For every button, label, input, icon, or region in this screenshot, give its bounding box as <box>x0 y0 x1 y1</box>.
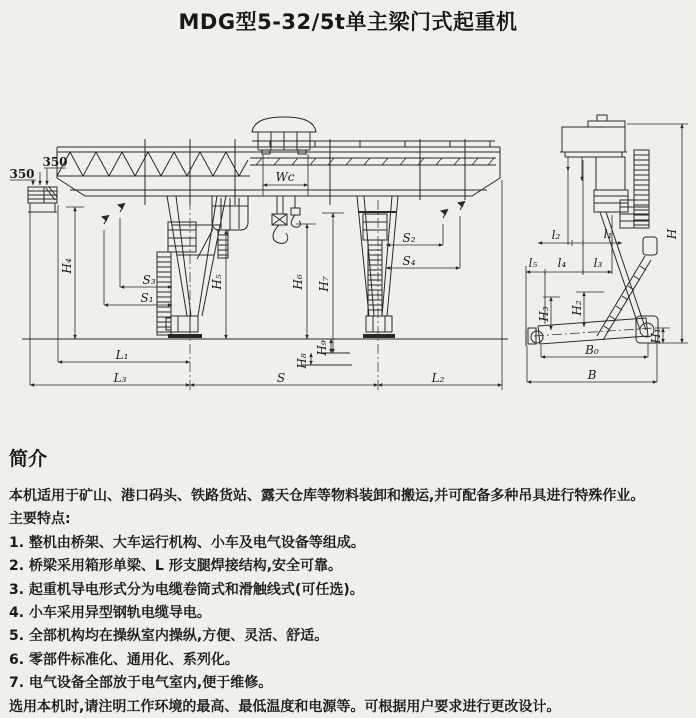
feature-item: 3. 起重机导电形式分为电缆卷筒式和滑触线式(可任选)。 <box>9 581 364 598</box>
dim-label-h5: H₅ <box>210 274 224 290</box>
dim-label-l3: L₃ <box>113 371 127 385</box>
page-title: MDG型5-32/5t单主梁门式起重机 <box>178 10 518 34</box>
dim-label-s: S <box>276 371 286 385</box>
dim-label-h3: H₃ <box>537 306 551 322</box>
dim-label-h8: H₈ <box>295 353 309 369</box>
dim-label-h9: H₉ <box>315 340 329 356</box>
dim-label-h: H <box>665 228 679 240</box>
front-right-leg <box>357 196 398 390</box>
front-ground-line <box>22 339 508 365</box>
dim-label-h6: H₆ <box>291 274 305 290</box>
intro-note: 选用本机时,请注明工作环境的最高、最低温度和电源等。可根据用户要求进行更改设计。 <box>9 698 561 715</box>
dim-label-h2: H₂ <box>570 300 584 316</box>
side-view <box>526 115 688 382</box>
dim-label-h4: H₄ <box>60 258 74 274</box>
feature-item: 4. 小车采用异型钢轨电缆导电。 <box>9 605 211 622</box>
front-hook <box>272 196 300 243</box>
intro-heading: 简介 <box>9 448 48 470</box>
dim-label-b: B <box>587 368 597 382</box>
front-left-leg <box>157 196 226 390</box>
feature-item: 5. 全部机构均在操纵室内操纵,方便、灵活、舒适。 <box>9 628 329 645</box>
dim-label-350-right: 350 <box>42 155 68 169</box>
dim-label-wc: Wc <box>275 170 295 184</box>
feature-item: 1. 整机由桥架、大车运行机构、小车及电气设备等组成。 <box>9 534 365 551</box>
dim-label-sv-l5: l₅ <box>528 256 538 270</box>
dim-label-b0: B₀ <box>585 343 599 357</box>
feature-item: 2. 桥梁采用箱形单梁、L 形支腿焊接结构,安全可靠。 <box>9 558 343 575</box>
front-view <box>9 117 508 390</box>
dim-label-sv-l3: l₃ <box>593 256 603 270</box>
dim-label-350-left: 350 <box>9 167 35 181</box>
dim-label-sv-l2: l₂ <box>551 228 561 242</box>
intro-lead: 本机适用于矿山、港口码头、铁路货站、露天仓库等物料装卸和搬运,并可配备多种吊具进行特殊作业。 <box>9 488 645 504</box>
dim-label-s3: S₃ <box>142 273 156 287</box>
dim-label-s4: S₄ <box>402 254 416 268</box>
dim-label-l1: L₁ <box>115 348 129 362</box>
side-house <box>560 115 627 181</box>
dim-label-s1: S₁ <box>140 291 154 305</box>
front-dimensions <box>9 154 502 390</box>
features-label: 主要特点: <box>9 511 71 528</box>
front-operator-cab <box>197 196 248 259</box>
dim-label-sv-l1: l₁ <box>603 227 613 241</box>
dim-label-h7: H₇ <box>317 276 331 292</box>
intro-section <box>9 444 693 718</box>
dim-label-sv-l4: l₄ <box>557 256 567 270</box>
dim-label-s2: S₂ <box>402 231 416 245</box>
side-structure <box>594 150 657 340</box>
crane-drawing <box>0 93 696 405</box>
feature-item: 7. 电气设备全部放于电气室内,便于维修。 <box>9 675 273 692</box>
feature-item: 6. 零部件标准化、通用化、系列化。 <box>9 651 239 668</box>
front-trolley <box>252 117 316 154</box>
dim-label-h1: H₁ <box>649 328 663 344</box>
dim-label-l2: L₂ <box>431 371 445 385</box>
